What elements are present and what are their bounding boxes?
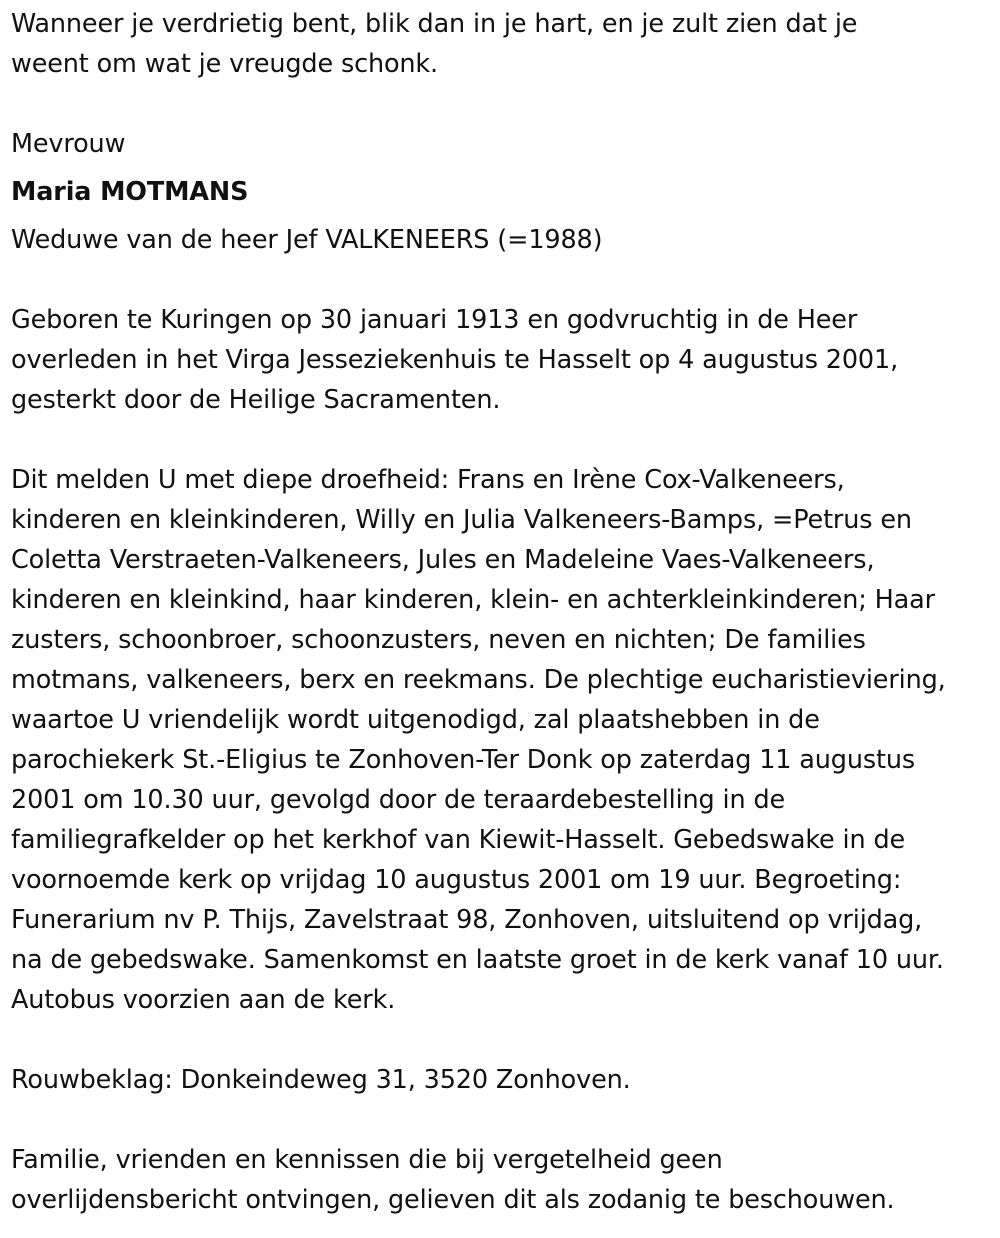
condolence-address: Rouwbeklag: Donkeindeweg 31, 3520 Zonhoven. xyxy=(11,1065,631,1095)
spacer xyxy=(11,1020,996,1060)
closing-note: Familie, vrienden en kennissen die bij vergetelheid geen overlijdensbericht ontvingen, gelieven dit als zodanig te beschouwen. xyxy=(11,1145,895,1215)
spacer xyxy=(11,84,996,124)
widow-line: Weduwe van de heer Jef VALKENEERS (=1988) xyxy=(11,225,603,255)
spacer xyxy=(11,260,996,300)
spacer xyxy=(11,1100,996,1140)
deceased-name: Maria MOTMANS xyxy=(11,177,249,207)
birth-death-paragraph: Geboren te Kuringen op 30 januari 1913 en godvruchtig in de Heer overleden in het Virga Jesseziekenhuis te Hasselt op 4 augustus 2001, gesterkt door de Heilige Sacramenten. xyxy=(11,305,899,415)
spacer xyxy=(11,420,996,460)
salutation: Mevrouw xyxy=(11,129,126,159)
announcement-paragraph: Dit melden U met diepe droefheid: Frans en Irène Cox-Valkeneers, kinderen en kleinkinderen, Willy en Julia Valkeneers-Bamps, =Petrus en Coletta Verstraeten-Valkeneers, Jules en Madeleine Vaes-Valkeneers, kinderen en kleinkind, haar kinderen, klein- en achterkleinkinderen; Haar zusters, schoonbroer, schoonzusters, neven en nichten; De families motmans, valkeneers, berx en reekmans. De plechtige eucharistieviering, waartoe U vriendelijk wordt uitgenodigd, zal plaatshebben in de parochiekerk St.-Eligius te Zonhoven-Ter Donk op zaterdag 11 augustus 2001 om 10.30 uur, gevolgd door de teraardebestelling in de familiegrafkelder op het kerkhof van Kiewit-Hasselt. Gebedswake in de voornoemde kerk op vrijdag 10 augustus 2001 om 19 uur. Begroeting: Funerarium nv P. Thijs, Zavelstraat 98, Zonhoven, uitsluitend op vrijdag, na de gebedswake. Samenkomst en laatste groet in de kerk vanaf 10 uur. Autobus voorzien aan de kerk. xyxy=(11,465,946,1015)
obituary-document xyxy=(11,4,996,1220)
opening-quote: Wanneer je verdrietig bent, blik dan in je hart, en je zult zien dat je weent om wat je vreugde schonk. xyxy=(11,9,858,79)
